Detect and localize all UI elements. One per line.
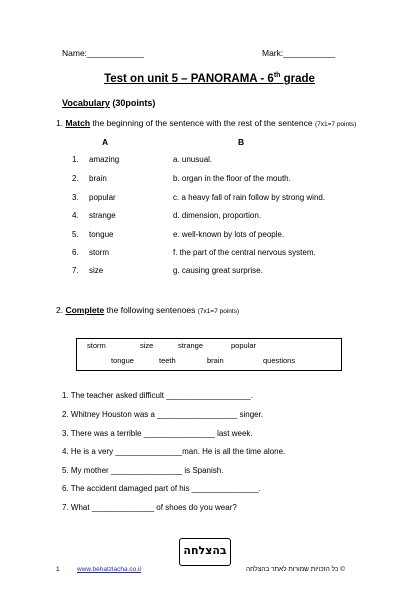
word-bank-item: teeth [159, 356, 176, 365]
vocabulary-heading [62, 98, 155, 108]
vocabulary-label: Vocabulary [62, 98, 110, 108]
q2-points: (7x1=7 points) [197, 308, 240, 315]
row-definition: b. organ in the floor of the mouth. [173, 174, 291, 183]
mark-blank: ___________ [283, 48, 336, 58]
column-a-header: A [102, 137, 109, 147]
row-number: 5. [72, 230, 79, 239]
sentence-item: 5. My mother ________________ is Spanish. [62, 466, 224, 475]
behatzlacha-logo: בהצלחה [179, 538, 231, 566]
q1-points: (7x1=7 points) [314, 121, 357, 128]
word-bank-item: brain [207, 356, 224, 365]
row-definition: f. the part of the central nervous system. [173, 248, 316, 257]
sentence-item: 3. There was a terrible ________________ last week. [62, 429, 253, 438]
row-word: brain [89, 174, 107, 183]
copyright-notice: © כל הזכויות שמורות לאתר בהצלחה [246, 566, 345, 573]
sentence-item: 6. The accident damaged part of his _______________. [62, 484, 261, 493]
row-definition: d. dimension, proportion. [173, 211, 262, 220]
row-word: size [89, 266, 104, 275]
page-title [0, 72, 419, 85]
row-number: 2. [72, 174, 79, 183]
row-word: popular [89, 193, 116, 202]
match-row [0, 193, 419, 205]
sentence-item: 2. Whitney Houston was a __________________ singer. [62, 410, 264, 419]
word-bank [76, 338, 342, 371]
row-number: 1. [72, 155, 79, 164]
q2-text: the following sentenoes [104, 305, 198, 315]
row-number: 3. [72, 193, 79, 202]
match-row [0, 230, 419, 242]
page-number: 1 [56, 566, 60, 573]
row-number: 7. [72, 266, 79, 275]
q1-text: the beginning of the sentence with the rest of the sentence [90, 118, 315, 128]
word-bank-item: size [140, 341, 154, 350]
row-word: storm [89, 248, 109, 257]
word-bank-item: storm [87, 341, 106, 350]
q1-verb: Match [65, 118, 91, 128]
site-link[interactable]: www.behatzlacha.co.il [77, 566, 141, 573]
match-row [0, 248, 419, 260]
word-bank-item: strange [178, 341, 204, 350]
q2-number: 2. [56, 305, 64, 315]
word-bank-item: questions [263, 356, 296, 365]
sentence-item: 4. He is a very _______________man. He is all the time alone. [62, 447, 286, 456]
q2-verb: Complete [65, 305, 105, 315]
q1-instruction [56, 118, 356, 128]
match-row [0, 211, 419, 223]
title-sup: th [273, 72, 281, 79]
column-b-header: B [238, 137, 245, 147]
row-number: 6. [72, 248, 79, 257]
sentence-item: 7. What ______________ of shoes do you wear? [62, 503, 237, 512]
name-field [62, 48, 144, 58]
row-word: tongue [89, 230, 114, 239]
sentence-item: 1. The teacher asked difficult ___________________. [62, 391, 253, 400]
match-row [0, 174, 419, 186]
mark-label: Mark: [262, 48, 284, 58]
title-tail: grade [280, 72, 315, 85]
row-word: amazing [89, 155, 120, 164]
row-number: 4. [72, 211, 79, 220]
mark-field [262, 48, 335, 58]
name-blank: ____________ [87, 48, 144, 58]
row-definition: e. well-known by lots of people. [173, 230, 285, 239]
q2-instruction [56, 305, 239, 315]
vocabulary-points: (30points) [109, 98, 156, 108]
title-main: Test on unit 5 – PANORAMA - 6 [104, 72, 274, 85]
row-definition: g. causing great surprise. [173, 266, 263, 275]
word-bank-item: popular [231, 341, 257, 350]
row-definition: c. a heavy fall of rain follow by strong wind. [173, 193, 326, 202]
match-row [0, 266, 419, 278]
row-definition: a. unusual. [173, 155, 213, 164]
q1-number: 1. [56, 118, 64, 128]
match-row [0, 155, 419, 167]
row-word: strange [89, 211, 116, 220]
name-label: Name: [62, 48, 88, 58]
word-bank-item: tongue [111, 356, 134, 365]
